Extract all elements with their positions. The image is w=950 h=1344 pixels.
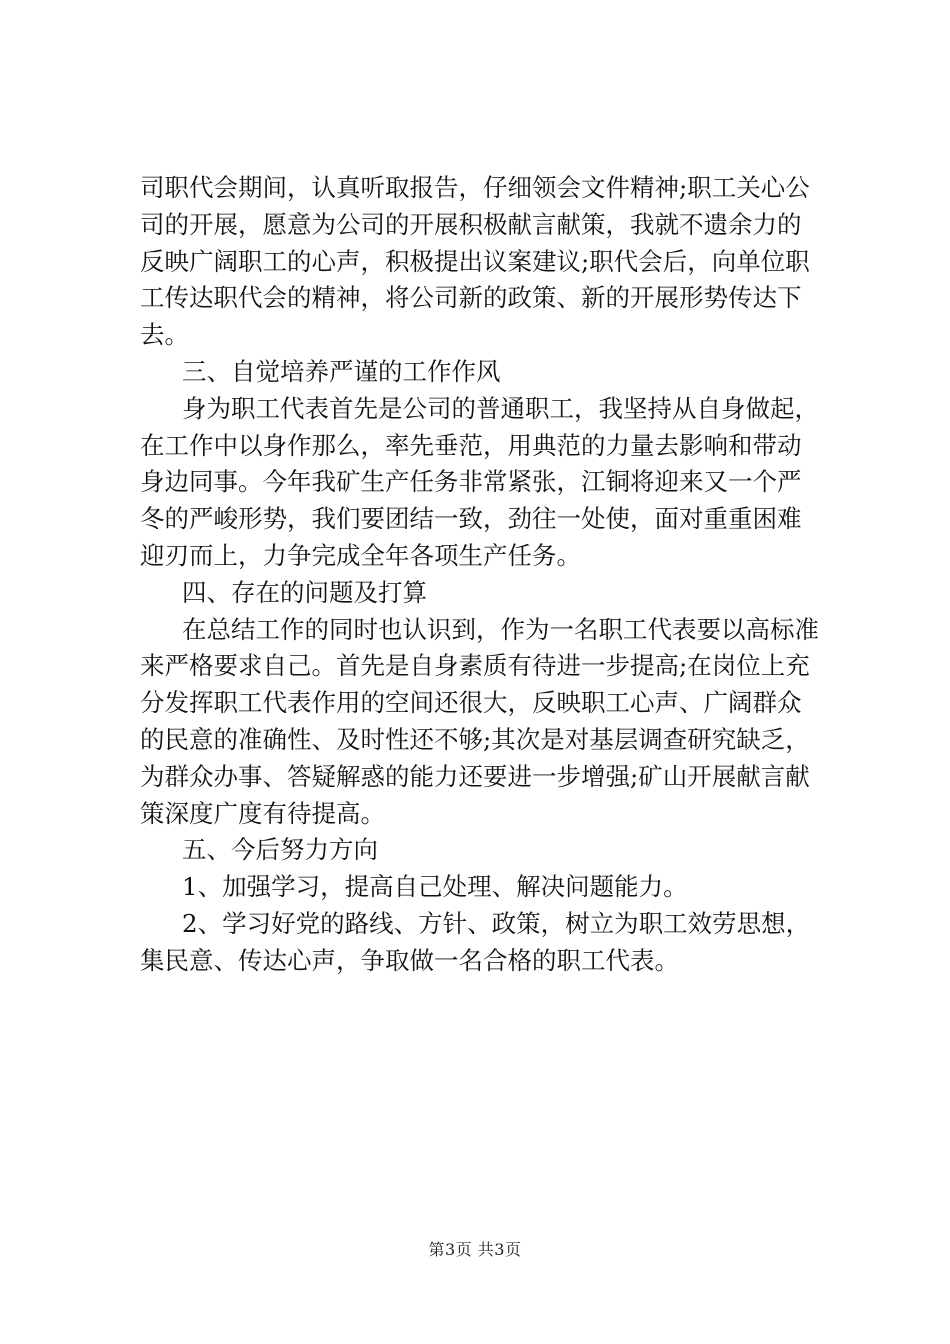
body-line: 策深度广度有待提高。: [140, 798, 385, 828]
body-line: 迎刃而上，力争完成全年各项生产任务。: [140, 540, 581, 570]
body-line: 司职代会期间，认真听取报告，仔细领会文件精神;职工关心公: [140, 173, 810, 202]
body-line: 为群众办事、答疑解惑的能力还要进一步增强;矿山开展献言献: [140, 761, 810, 791]
body-line: 身边同事。今年我矿生产任务非常紧张，江铜将迎来又一个严: [140, 467, 802, 497]
list-item: 2、学习好党的路线、方针、政策，树立为职工效劳思想，: [182, 908, 811, 938]
body-line: 工传达职代会的精神，将公司新的政策、新的开展形势传达下: [140, 283, 802, 313]
section-heading-3: 三、自觉培养严谨的工作作风: [182, 356, 501, 386]
body-line: 在总结工作的同时也认识到，作为一名职工代表要以高标准: [182, 614, 819, 644]
document-body: [140, 170, 840, 980]
body-line: 分发挥职工代表作用的空间还很大，反映职工心声、广阔群众: [140, 688, 802, 718]
body-line: 集民意、传达心声，争取做一名合格的职工代表。: [140, 945, 679, 975]
list-item: 1、加强学习，提高自己处理、解决问题能力。: [182, 872, 688, 902]
body-line: 反映广阔职工的心声，积极提出议案建议;职代会后，向单位职: [140, 246, 810, 276]
body-line: 的民意的准确性、及时性还不够;其次是对基层调查研究缺乏，: [140, 724, 810, 754]
body-line: 去。: [140, 320, 189, 350]
page-number-footer: 第3页 共3页: [428, 1240, 522, 1259]
body-line: 司的开展，愿意为公司的开展积极献言献策，我就不遗余力的: [140, 209, 802, 239]
body-line: 冬的严峻形势，我们要团结一致，劲往一处使，面对重重困难: [140, 504, 802, 534]
body-line: 在工作中以身作那么，率先垂范，用典范的力量去影响和带动: [140, 430, 802, 460]
body-line: 身为职工代表首先是公司的普通职工，我坚持从自身做起，: [182, 393, 819, 423]
section-heading-5: 五、今后努力方向: [182, 835, 378, 865]
body-line: 来严格要求自己。首先是自身素质有待进一步提高;在岗位上充: [140, 651, 810, 681]
section-heading-4: 四、存在的问题及打算: [182, 577, 427, 607]
